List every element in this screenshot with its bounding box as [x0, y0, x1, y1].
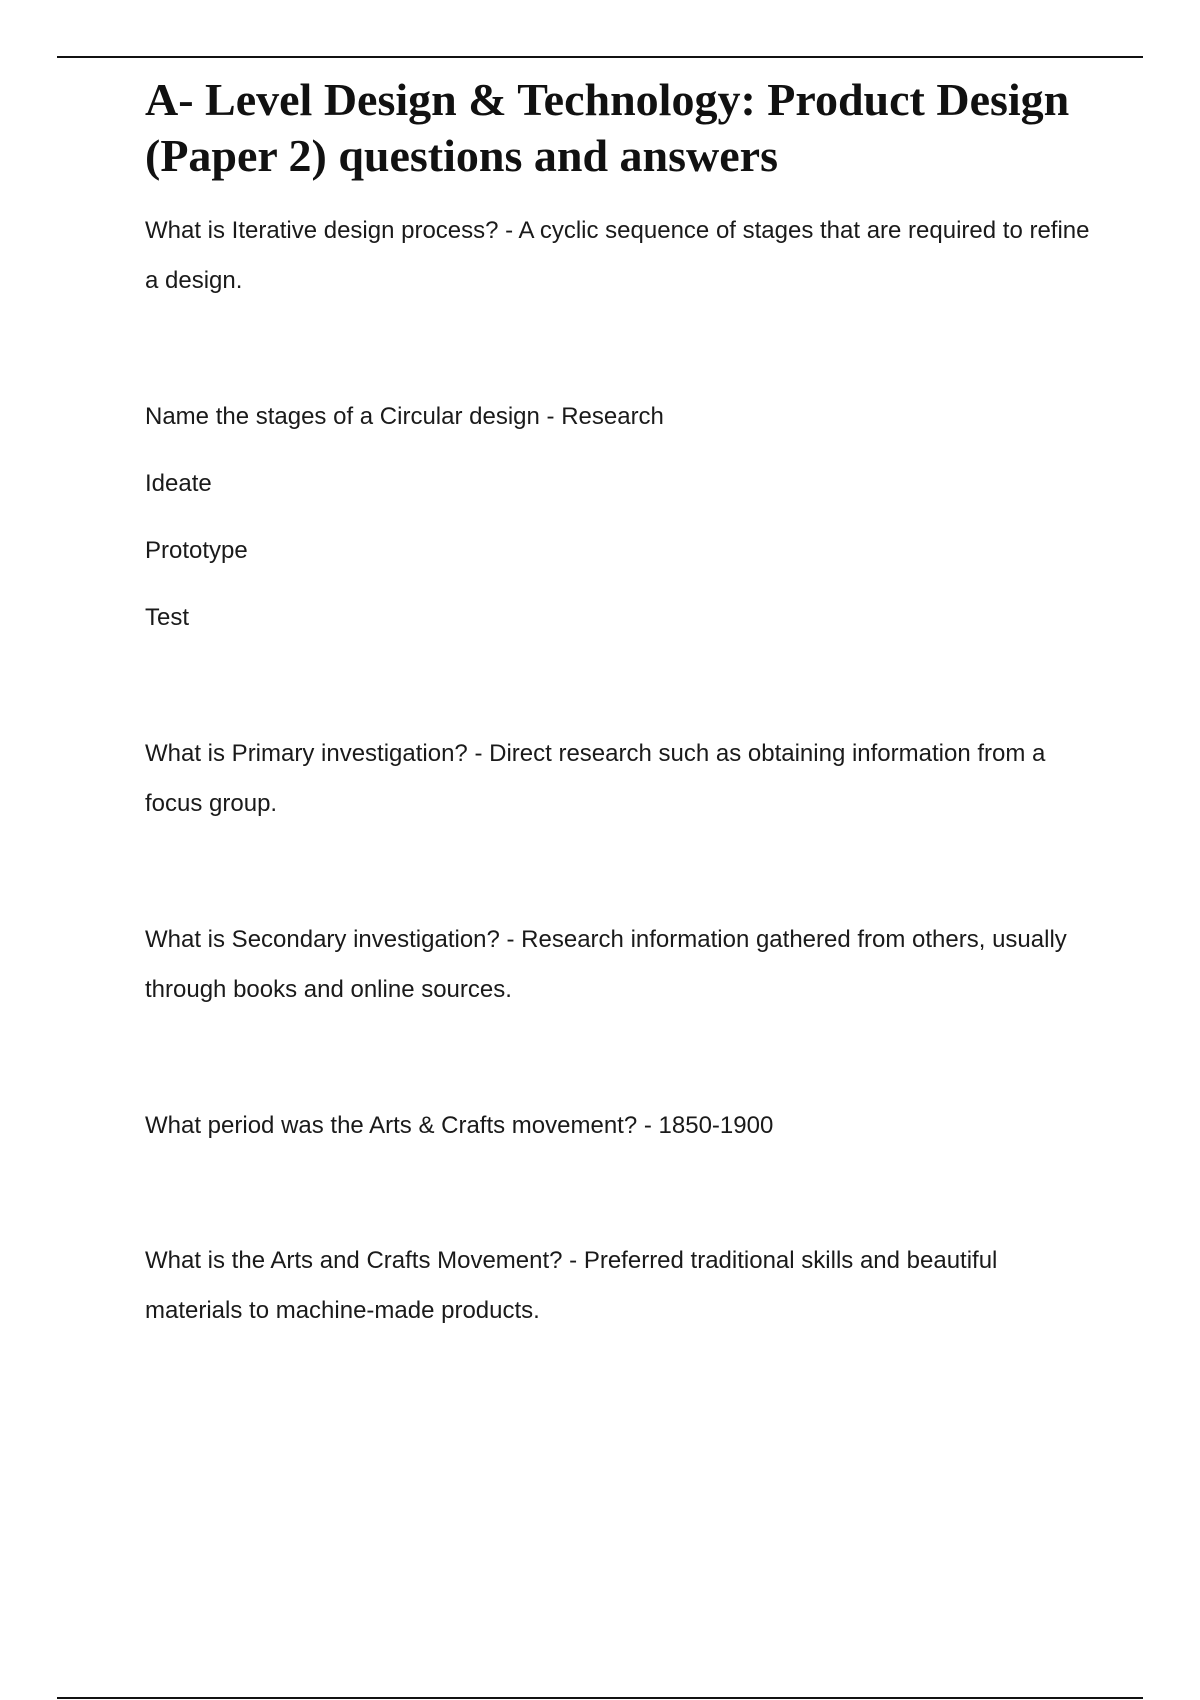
qa-item-iterative-design: What is Iterative design process? - A cyclic sequence of stages that are required to refine a design. [145, 217, 1090, 294]
page-title: A- Level Design & Technology: Product Design (Paper 2) questions and answers [145, 74, 1070, 181]
qa-item-arts-crafts-period: What period was the Arts & Crafts movement? - 1850-1900 [145, 1112, 774, 1139]
qa-item-secondary-investigation: What is Secondary investigation? - Research information gathered from others, usually through books and online sources. [145, 926, 1067, 1003]
stage-test: Test [145, 604, 190, 631]
spacer [145, 306, 1090, 392]
spacer [145, 829, 1090, 915]
bottom-rule [57, 1697, 1143, 1699]
document-body [145, 72, 1090, 1336]
qa-item-arts-crafts-movement: What is the Arts and Crafts Movement? - Preferred traditional skills and beautiful materials to machine-made products. [145, 1247, 998, 1324]
spacer [145, 1151, 1090, 1236]
qa-item-primary-investigation: What is Primary investigation? - Direct research such as obtaining information from a focus group. [145, 740, 1046, 817]
spacer [145, 1015, 1090, 1101]
top-rule [57, 56, 1143, 58]
spacer [145, 643, 1090, 729]
stage-ideate: Ideate [145, 470, 212, 497]
stage-prototype: Prototype [145, 537, 248, 564]
qa-item-circular-design: Name the stages of a Circular design - Research [145, 403, 664, 430]
